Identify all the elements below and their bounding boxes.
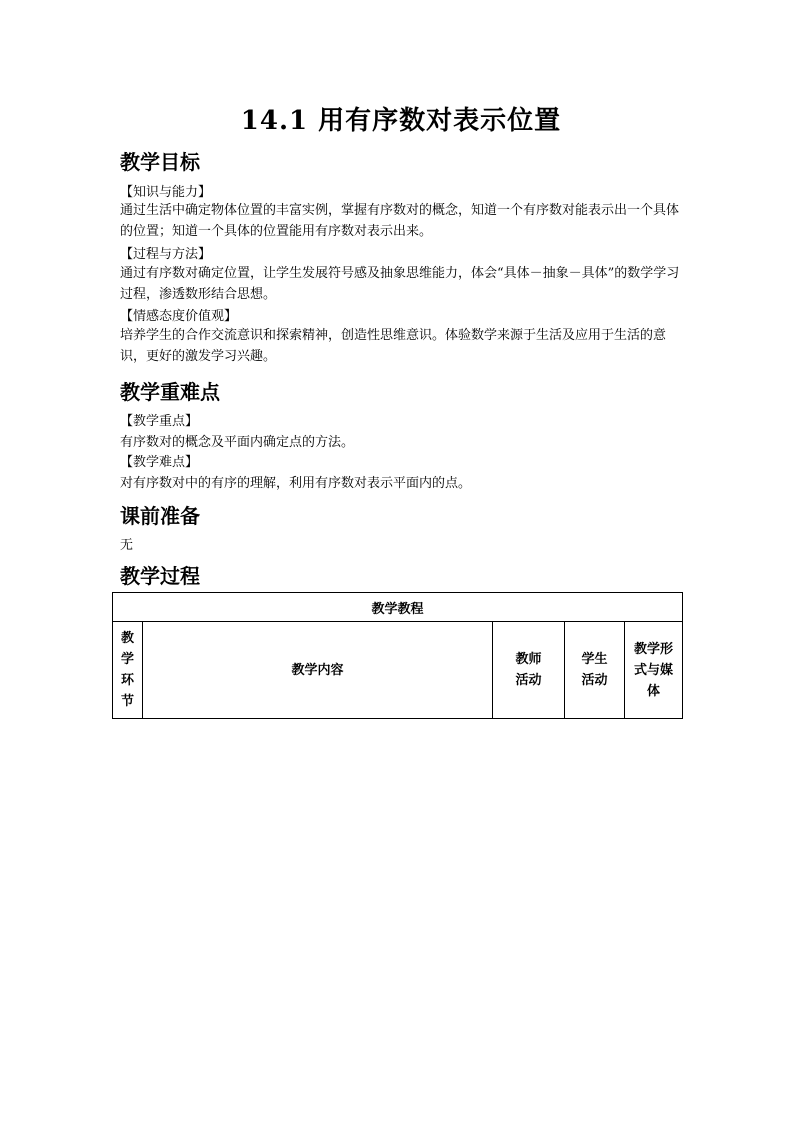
page-title: 14.1 用有序数对表示位置 xyxy=(240,106,562,136)
process-text: 通过有序数对确定位置，让学生发展符号感及抽象思维能力，体会“具体－抽象－具体”的数学学习过程，渗透数形结合思想。 xyxy=(120,266,680,302)
process-heading: 教学过程 xyxy=(120,564,200,588)
col-stage-cell xyxy=(113,622,143,719)
col-student-header xyxy=(565,622,625,719)
col-teacher-header xyxy=(493,622,565,719)
teaching-process-table xyxy=(112,592,683,719)
prep-heading: 课前准备 xyxy=(120,504,200,528)
difficulty-text: 对有序数对中的有序的理解，利用有序数对表示平面内的点。 xyxy=(120,476,472,491)
keypoints-heading: 教学重难点 xyxy=(120,380,220,404)
table-caption-row xyxy=(113,593,683,622)
col-stage-header: 教学环节 xyxy=(120,631,134,709)
table-header-row xyxy=(113,622,683,719)
focus-text: 有序数对的概念及平面内确定点的方法。 xyxy=(120,435,355,450)
objectives-heading: 教学目标 xyxy=(120,150,200,174)
col-teacher-label: 教师活动 xyxy=(515,652,542,688)
prep-text: 无 xyxy=(120,538,134,553)
col-media-header xyxy=(625,622,683,719)
col-content-header: 教学内容 xyxy=(143,622,493,719)
attitude-text: 培养学生的合作交流意识和探索精神，创造性思维意识。体验数学来源于生活及应用于生活的意识，更好的激发学习兴趣。 xyxy=(120,328,667,364)
attitude-label: 【情感态度价值观】 xyxy=(120,309,238,324)
col-media-label: 教学形式与媒体 xyxy=(634,641,674,699)
process-label: 【过程与方法】 xyxy=(120,247,212,262)
col-student-label: 学生活动 xyxy=(581,652,608,688)
table-caption: 教学教程 xyxy=(113,593,683,622)
focus-label: 【教学重点】 xyxy=(120,414,199,429)
knowledge-label: 【知识与能力】 xyxy=(120,185,212,200)
knowledge-text: 通过生活中确定物体位置的丰富实例，掌握有序数对的概念，知道一个有序数对能表示出一个具体的位置；知道一个具体的位置能用有序数对表示出来。 xyxy=(120,203,680,239)
difficulty-label: 【教学难点】 xyxy=(120,455,199,470)
